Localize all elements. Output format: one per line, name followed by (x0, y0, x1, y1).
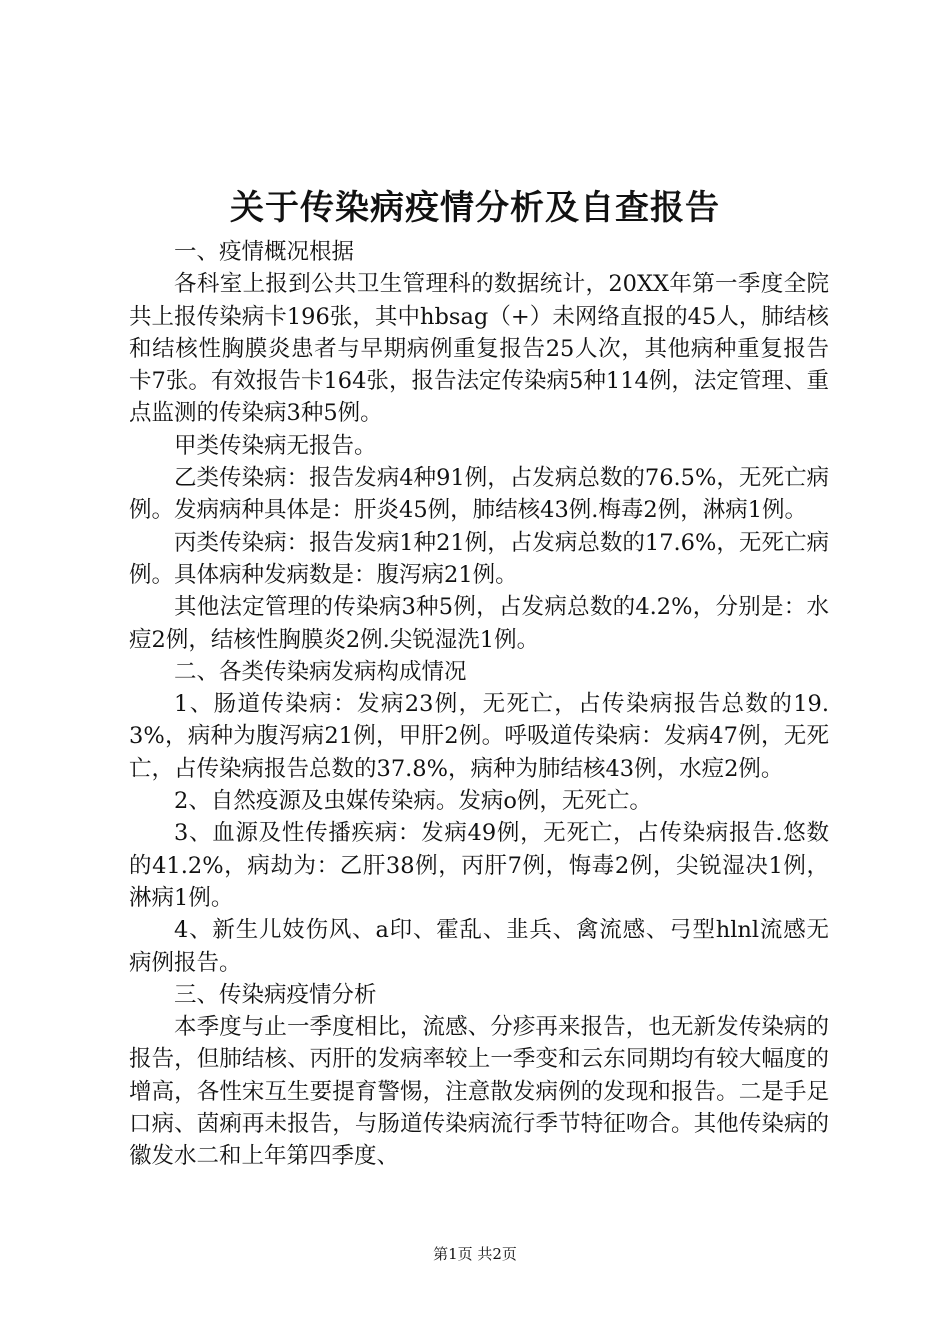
paragraph-intestinal: 1、肠道传染病：发病23例，无死亡，占传染病报告总数的19.3%，病种为腹泻病21例，甲肝2例。呼吸道传染病：发病47例，无死亡，占传染病报告总数的37.8%，病种为肺结核43例，水痘2例。 (129, 691, 829, 782)
section-heading-2: 二、各类传染病发病构成情况 (174, 658, 467, 685)
paragraph-statistics: 各科室上报到公共卫生管理科的数据统计，20XX年第一季度全院共上报传染病卡196张，其中hbsag（+）未网络直报的45人，肺结核和结核性胸膜炎患者与早期病例重复报告25人次，其他病种重复报告卡7张。有效报告卡164张，报告法定传染病5种114例，法定管理、重点监测的传染病3种5例。 (129, 271, 829, 427)
paragraph-natural-focus: 2、自然疫源及虫媒传染病。发病o例，无死亡。 (174, 788, 652, 815)
document-body (129, 236, 829, 1173)
paragraph-class-b: 乙类传染病：报告发病4种91例，占发病总数的76.5%，无死亡病例。发病病种具体是：肝炎45例，肺结核43例.梅毒2例，淋病1例。 (129, 465, 829, 524)
section-heading-1: 一、疫情概况根据 (174, 239, 355, 265)
paragraph-blood-borne: 3、血源及性传播疾病：发病49例，无死亡，占传染病报告.悠数的41.2%，病劫为：乙肝38例，丙肝7例，悔毒2例，尖锐湿决1例，淋病1例。 (129, 820, 829, 911)
paragraph-no-cases: 4、新生儿妓伤风、a印、霍乱、韭兵、禽流感、弓型hlnl流感无病例报告。 (129, 917, 829, 976)
paragraph-analysis: 本季度与止一季度相比，流感、分疹再来报告，也无新发传染病的报告，但肺结核、丙肝的发病率较上一季变和云东同期均有较大幅度的增高，各性宋互生要提育警惕，注意散发病例的发现和报告。二是手足口病、茵痢再未报告，与肠道传染病流行季节特征吻合。其他传染病的徽发水二和上年第四季度、 (129, 1014, 829, 1170)
page-footer: 第1页 共2页 (433, 1245, 517, 1263)
paragraph-other-diseases: 其他法定管理的传染病3种5例，占发病总数的4.2%，分别是：水痘2例，结核性胸膜炎2例.尖锐湿洗1例。 (129, 594, 829, 653)
section-heading-3: 三、传染病疫情分析 (174, 981, 377, 1008)
paragraph-class-c: 丙类传染病：报告发病1种21例，占发病总数的17.6%，无死亡病例。具体病种发病数是：腹泻病21例。 (129, 529, 829, 588)
document-title: 关于传染病疫情分析及自查报告 (230, 188, 720, 228)
paragraph-class-a: 甲类传染病无报告。 (174, 432, 377, 459)
